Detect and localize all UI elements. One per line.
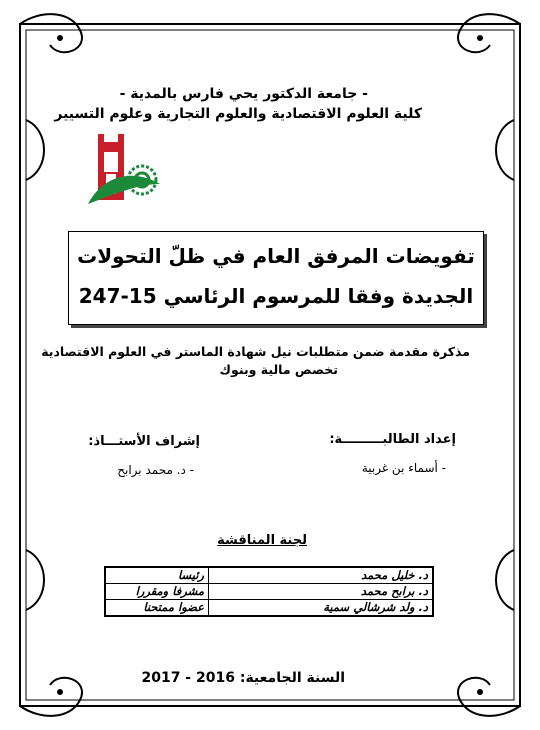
- thesis-title-line1: تفويضات المرفق العام في ظلّ التحولات: [77, 244, 475, 268]
- university-logo-icon: [84, 134, 164, 210]
- member-name: د. برابح محمد: [209, 584, 434, 600]
- thesis-title-line2: الجديدة وفقا للمرسوم الرئاسي 15-247: [78, 284, 474, 308]
- member-role: عضوا ممتحنا: [105, 600, 209, 617]
- table-row: [105, 600, 433, 617]
- university-name: - جامعة الدكتور يحي فارس بالمدية -: [119, 86, 368, 102]
- student-name: - أسماء بن غربية: [361, 461, 446, 475]
- member-role: رئيسا: [105, 567, 209, 584]
- faculty-name: كلية العلوم الاقتصادية والعلوم التجارية وعلوم التسيير: [54, 106, 422, 122]
- member-role: مشرفا ومقررا: [105, 584, 209, 600]
- member-name: د. خليل محمد: [209, 567, 434, 584]
- table-row: [105, 584, 433, 600]
- thesis-title-box: [68, 231, 484, 325]
- academic-year: السنة الجامعية: 2016 - 2017: [141, 670, 345, 686]
- member-name: د. ولد شرشالي سمية: [209, 600, 434, 617]
- supervisor-name: - د. محمد برابح: [117, 463, 194, 477]
- supervisor-label: إشراف الأستـــاذ:: [88, 434, 200, 449]
- committee-table: [104, 566, 434, 617]
- memo-description: مذكرة مقدمة ضمن متطلبات نيل شهادة الماستر في العلوم الاقتصادية: [41, 344, 470, 359]
- specialization: تخصص مالية وبنوك: [219, 362, 338, 377]
- committee-heading: لجنة المناقشة: [217, 533, 307, 548]
- table-row: [105, 567, 433, 584]
- student-label: إعداد الطالبـــــــــة:: [329, 432, 456, 447]
